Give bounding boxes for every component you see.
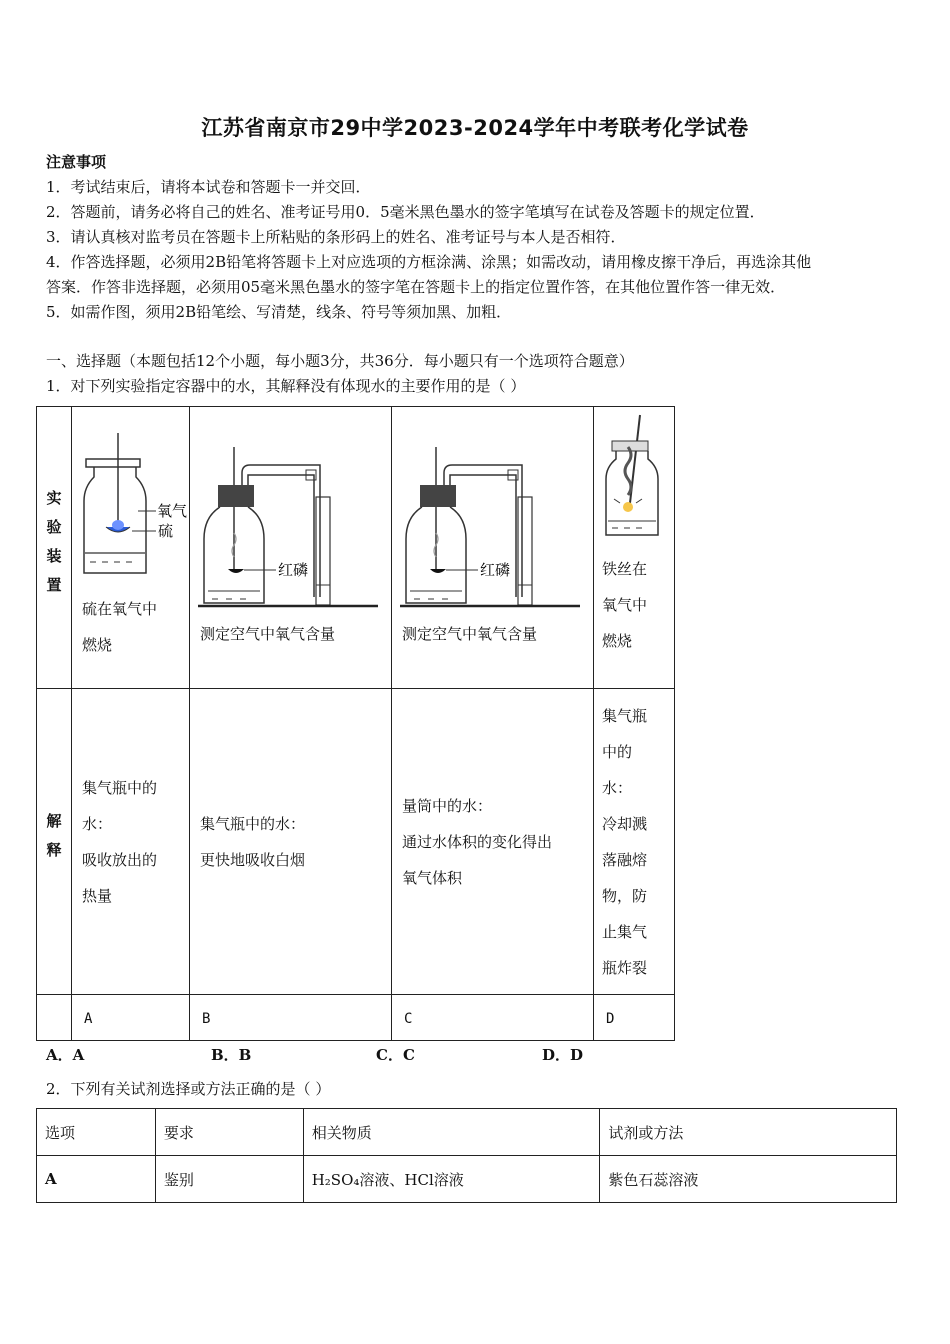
- section-heading: 一、选择题（本题包括12个小题，每小题3分，共36分．每小题只有一个选项符合题意）: [46, 352, 634, 370]
- letter-d: D: [606, 1010, 615, 1027]
- note-item: 1．考试结束后，请将本试卷和答题卡一并交回．: [46, 178, 371, 196]
- label-sulfur: 硫: [158, 522, 174, 540]
- option-c[interactable]: C．C: [376, 1046, 415, 1064]
- explain-line: 落融熔: [602, 850, 648, 869]
- cell-substances: H₂SO₄溶液、HCl溶液: [303, 1156, 600, 1203]
- option-d[interactable]: D．D: [542, 1046, 584, 1064]
- header-cell: 选项: [37, 1109, 156, 1156]
- notes-heading: 注意事项: [46, 153, 107, 171]
- letter-c: C: [404, 1010, 413, 1027]
- explain-line: 氧气体积: [402, 868, 463, 887]
- explain-line: 水：: [82, 814, 113, 833]
- sulfur-burning-figure: [72, 407, 189, 587]
- row-label-device: 实验装置: [44, 489, 63, 606]
- row-label-explain: 解释: [44, 812, 63, 871]
- caption-line: 燃烧: [82, 636, 113, 654]
- explain-d: [594, 698, 674, 986]
- explain-line: 水：: [602, 778, 633, 797]
- note-item: 3．请认真核对监考员在答题卡上所粘贴的条形码上的姓名、准考证号与本人是否相符．: [46, 228, 626, 246]
- caption-line: 硫在氧气中: [82, 600, 158, 618]
- option-a[interactable]: A．A: [46, 1046, 85, 1064]
- cell-option: A: [37, 1156, 156, 1203]
- letter-b: B: [202, 1010, 211, 1027]
- caption-c: 测定空气中氧气含量: [402, 625, 538, 643]
- letter-a: A: [84, 1010, 93, 1027]
- page-title: 江苏省南京市29中学2023-2024学年中考联考化学试卷: [201, 116, 749, 140]
- explain-a: [72, 770, 189, 914]
- question-2-table: [36, 1108, 897, 1203]
- explain-line: 冷却溅: [602, 814, 648, 833]
- explain-line: 热量: [82, 886, 113, 905]
- explain-line: 集气瓶: [602, 706, 648, 725]
- explain-row: [37, 689, 675, 995]
- note-item: 5．如需作图，须用2B铅笔绘、写清楚，线条、符号等须加黑、加粗．: [46, 303, 512, 321]
- label-red-phosphorus: 红磷: [480, 561, 511, 579]
- caption-line: 铁丝在: [602, 560, 648, 578]
- explain-line: 中的: [602, 742, 633, 761]
- caption-d: [594, 551, 674, 659]
- explain-line: 吸收放出的: [82, 850, 158, 869]
- explain-line: 量筒中的水：: [402, 796, 493, 815]
- explain-line: 止集气: [602, 922, 648, 941]
- cell-requirement: 鉴别: [155, 1156, 303, 1203]
- caption-b: 测定空气中氧气含量: [200, 625, 336, 643]
- label-red-phosphorus: 红磷: [278, 561, 309, 579]
- explain-line: 通过水体积的变化得出: [402, 832, 553, 851]
- option-b[interactable]: B．B: [211, 1046, 252, 1064]
- explain-line: 物，防: [602, 886, 648, 905]
- header-cell: 相关物质: [303, 1109, 600, 1156]
- phosphorus-oxygen-figure-c: [392, 407, 593, 612]
- caption-line: 氧气中: [602, 596, 648, 614]
- table-header-row: [37, 1109, 897, 1156]
- question-1-stem: 1．对下列实验指定容器中的水，其解释没有体现水的主要作用的是（ ）: [46, 377, 526, 395]
- explain-line: 集气瓶中的水：: [200, 814, 306, 833]
- explain-b: [190, 806, 391, 878]
- device-row: [37, 407, 675, 689]
- iron-wire-burning-figure: [594, 407, 674, 547]
- note-item: 4．作答选择题，必须用2B铅笔将答题卡上对应选项的方框涂满、涂黑；如需改动，请用橡皮擦干净后，再选涂其他: [46, 253, 812, 271]
- header-cell: 要求: [155, 1109, 303, 1156]
- phosphorus-oxygen-figure-b: [190, 407, 391, 612]
- caption-a: [72, 591, 189, 663]
- cell-method: 紫色石蕊溶液: [600, 1156, 897, 1203]
- explain-c: [392, 788, 593, 896]
- explain-line: 更快地吸收白烟: [200, 850, 306, 869]
- caption-line: 燃烧: [602, 632, 633, 650]
- note-item: 答案．作答非选择题，必须用05毫米黑色墨水的签字笔在答题卡上的指定位置作答，在其他位置作答一律无效．: [46, 278, 786, 296]
- header-cell: 试剂或方法: [600, 1109, 897, 1156]
- notes-block: [46, 150, 906, 325]
- question-2-stem: 2．下列有关试剂选择或方法正确的是（ ）: [46, 1080, 331, 1098]
- table-row: [37, 1156, 897, 1203]
- explain-line: 瓶炸裂: [602, 958, 648, 977]
- question-1-table: [36, 406, 675, 1041]
- explain-line: 集气瓶中的: [82, 778, 158, 797]
- note-item: 2．答题前，请务必将自己的姓名、准考证号用0．5毫米黑色墨水的签字笔填写在试卷及答题卡的规定位置．: [46, 203, 765, 221]
- letter-row: [37, 995, 675, 1041]
- label-oxygen: 氧气: [157, 502, 188, 520]
